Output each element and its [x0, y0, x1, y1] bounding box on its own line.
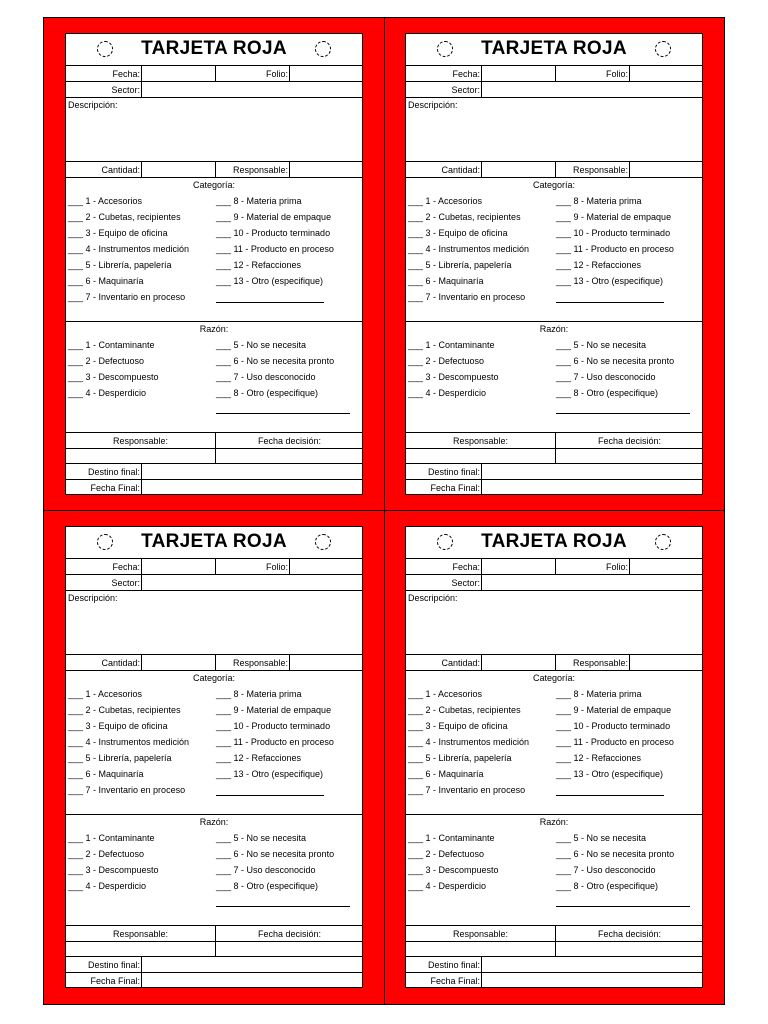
fecha-decision-field[interactable] [215, 449, 363, 463]
categoria-option[interactable]: ___ 1 - Accesorios [408, 196, 483, 206]
razon-option[interactable]: ___ 6 - No se necesita pronto [216, 356, 335, 366]
razon-title: Razón: [199, 817, 229, 827]
categoria-option[interactable]: ___ 5 - Librería, papelería [68, 753, 172, 763]
categoria-section [406, 671, 702, 815]
razon-option[interactable]: ___ 3 - Descompuesto [408, 865, 499, 875]
categoria-option[interactable]: ___ 3 - Equipo de oficina [408, 721, 508, 731]
categoria-option[interactable]: ___ 3 - Equipo de oficina [68, 721, 168, 731]
razon-option[interactable]: ___ 2 - Defectuoso [408, 849, 485, 859]
descripcion-box[interactable] [406, 98, 702, 162]
responsable-field[interactable] [289, 655, 363, 670]
categoria-option[interactable]: ___ 4 - Instrumentos medición [408, 244, 530, 254]
razon-option[interactable]: ___ 8 - Otro (especifique) [216, 388, 319, 398]
categoria-title: Categoría: [192, 673, 236, 683]
categoria-option[interactable]: ___ 6 - Maquinaría [68, 276, 144, 286]
responsable-decision-field[interactable] [406, 942, 555, 956]
destino-row [406, 957, 702, 973]
cantidad-responsable-row [66, 162, 362, 178]
folio-label: Folio: [215, 559, 289, 574]
razon-option[interactable]: ___ 4 - Desperdicio [408, 388, 487, 398]
descripcion-label: Descripción: [408, 593, 458, 603]
fecha-field[interactable] [481, 66, 555, 81]
fecha-folio-row [66, 66, 362, 82]
fecha-decision-label: Fecha decisión: [215, 433, 363, 448]
sector-field[interactable] [141, 575, 363, 590]
responsable-label: Responsable: [555, 162, 629, 177]
razon-option[interactable]: ___ 3 - Descompuesto [408, 372, 499, 382]
categoria-option[interactable]: ___ 3 - Equipo de oficina [408, 228, 508, 238]
tag-title: TARJETA ROJA [481, 531, 627, 552]
razon-option[interactable]: ___ 2 - Defectuoso [68, 356, 145, 366]
razon-title: Razón: [539, 324, 569, 334]
folio-field[interactable] [289, 559, 363, 574]
decision-values-row [66, 942, 362, 957]
fecha-folio-row [406, 559, 702, 575]
categoria-option[interactable]: ___ 2 - Cubetas, recipientes [68, 212, 181, 222]
tag-header [66, 527, 362, 559]
categoria-option[interactable]: ___ 12 - Refacciones [556, 260, 642, 270]
fecha-label: Fecha: [452, 561, 480, 572]
cantidad-responsable-row [66, 655, 362, 671]
fecha-decision-label: Fecha decisión: [215, 926, 363, 941]
cantidad-label: Cantidad: [441, 657, 480, 668]
categoria-option[interactable]: ___ 11 - Producto en proceso [556, 737, 674, 747]
razon-option[interactable]: ___ 8 - Otro (especifique) [556, 881, 659, 891]
razon-option[interactable]: ___ 6 - No se necesita pronto [556, 849, 675, 859]
fecha-final-label: Fecha Final: [90, 482, 140, 493]
fecha-field[interactable] [141, 66, 215, 81]
categoria-option[interactable]: ___ 5 - Librería, papelería [68, 260, 172, 270]
categoria-option[interactable]: ___ 1 - Accesorios [408, 689, 483, 699]
destino-field[interactable] [481, 464, 703, 479]
decision-header-row [66, 433, 362, 449]
razon-option[interactable]: ___ 4 - Desperdicio [68, 388, 147, 398]
folio-field[interactable] [289, 66, 363, 81]
categoria-option[interactable]: ___ 12 - Refacciones [556, 753, 642, 763]
categoria-option[interactable]: ___ 8 - Materia prima [556, 689, 642, 699]
responsable-label: Responsable: [555, 655, 629, 670]
responsable-field[interactable] [629, 655, 703, 670]
cantidad-responsable-row [406, 162, 702, 178]
tag-header [66, 34, 362, 66]
fecha-decision-label: Fecha decisión: [555, 433, 703, 448]
punch-hole-icon [655, 534, 671, 550]
categoria-section [406, 178, 702, 322]
categoria-option[interactable]: ___ 9 - Material de empaque [556, 705, 672, 715]
categoria-option[interactable]: ___ 11 - Producto en proceso [216, 244, 334, 254]
cantidad-label: Cantidad: [101, 164, 140, 175]
fecha-final-row [406, 973, 702, 988]
categoria-option[interactable]: ___ 13 - Otro (especifique) [556, 276, 664, 286]
fecha-decision-label: Fecha decisión: [555, 926, 703, 941]
razon-option[interactable]: ___ 5 - No se necesita [216, 833, 307, 843]
cantidad-field[interactable] [481, 655, 555, 670]
sector-row [406, 575, 702, 591]
categoria-title: Categoría: [532, 180, 576, 190]
fecha-folio-row [406, 66, 702, 82]
fecha-final-field[interactable] [141, 480, 363, 495]
responsable-label: Responsable: [215, 162, 289, 177]
otro-blank-line[interactable] [216, 302, 324, 303]
fecha-final-label: Fecha Final: [430, 975, 480, 986]
razon-option[interactable]: ___ 8 - Otro (especifique) [556, 388, 659, 398]
cantidad-label: Cantidad: [101, 657, 140, 668]
categoria-title: Categoría: [192, 180, 236, 190]
tag-title: TARJETA ROJA [141, 38, 287, 59]
folio-label: Folio: [555, 66, 629, 81]
categoria-option[interactable]: ___ 7 - Inventario en proceso [68, 785, 186, 795]
categoria-option[interactable]: ___ 10 - Producto terminado [216, 721, 331, 731]
descripcion-box[interactable] [66, 591, 362, 655]
razon-option[interactable]: ___ 1 - Contaminante [68, 833, 155, 843]
categoria-option[interactable]: ___ 10 - Producto terminado [556, 228, 671, 238]
cantidad-responsable-row [406, 655, 702, 671]
fecha-decision-field[interactable] [555, 449, 703, 463]
categoria-option[interactable]: ___ 6 - Maquinaría [68, 769, 144, 779]
categoria-option[interactable]: ___ 7 - Inventario en proceso [408, 785, 526, 795]
destino-field[interactable] [481, 957, 703, 972]
decision-header-row [406, 433, 702, 449]
razon-option[interactable]: ___ 1 - Contaminante [408, 833, 495, 843]
folio-label: Folio: [555, 559, 629, 574]
destino-label: Destino final: [427, 959, 480, 970]
decision-header-row [66, 926, 362, 942]
responsable-label: Responsable: [215, 655, 289, 670]
responsable-decision-field[interactable] [66, 942, 215, 956]
categoria-option[interactable]: ___ 10 - Producto terminado [556, 721, 671, 731]
responsable-field[interactable] [629, 162, 703, 177]
responsable-decision-field[interactable] [66, 449, 215, 463]
razon-section [66, 815, 362, 926]
categoria-option[interactable]: ___ 2 - Cubetas, recipientes [408, 705, 521, 715]
cantidad-field[interactable] [141, 655, 215, 670]
sector-label: Sector: [111, 84, 140, 95]
destino-label: Destino final: [87, 959, 140, 970]
razon-option[interactable]: ___ 2 - Defectuoso [68, 849, 145, 859]
razon-option[interactable]: ___ 1 - Contaminante [408, 340, 495, 350]
categoria-option[interactable]: ___ 13 - Otro (especifique) [216, 769, 324, 779]
fecha-decision-field[interactable] [555, 942, 703, 956]
otro-blank-line[interactable] [556, 413, 690, 414]
categoria-title: Categoría: [532, 673, 576, 683]
responsable-decision-label: Responsable: [452, 435, 509, 446]
razon-option[interactable]: ___ 7 - Uso desconocido [216, 372, 316, 382]
cantidad-label: Cantidad: [441, 164, 480, 175]
razon-option[interactable]: ___ 6 - No se necesita pronto [216, 849, 335, 859]
descripcion-label: Descripción: [408, 100, 458, 110]
categoria-option[interactable]: ___ 6 - Maquinaría [408, 769, 484, 779]
tag-title: TARJETA ROJA [481, 38, 627, 59]
categoria-option[interactable]: ___ 8 - Materia prima [216, 689, 302, 699]
razon-option[interactable]: ___ 6 - No se necesita pronto [556, 356, 675, 366]
sector-field[interactable] [141, 82, 363, 97]
razon-section [406, 322, 702, 433]
destino-field[interactable] [141, 464, 363, 479]
razon-option[interactable]: ___ 7 - Uso desconocido [556, 372, 656, 382]
tag-header [406, 34, 702, 66]
cantidad-field[interactable] [481, 162, 555, 177]
categoria-option[interactable]: ___ 2 - Cubetas, recipientes [68, 705, 181, 715]
categoria-option[interactable]: ___ 11 - Producto en proceso [556, 244, 674, 254]
categoria-option[interactable]: ___ 9 - Material de empaque [556, 212, 672, 222]
red-tag-card-3 [65, 526, 363, 988]
categoria-option[interactable]: ___ 4 - Instrumentos medición [68, 244, 190, 254]
categoria-option[interactable]: ___ 13 - Otro (especifique) [216, 276, 324, 286]
razon-option[interactable]: ___ 3 - Descompuesto [68, 865, 159, 875]
punch-hole-icon [315, 534, 331, 550]
sector-field[interactable] [481, 82, 703, 97]
categoria-section [66, 671, 362, 815]
categoria-option[interactable]: ___ 9 - Material de empaque [216, 705, 332, 715]
fecha-label: Fecha: [452, 68, 480, 79]
categoria-option[interactable]: ___ 11 - Producto en proceso [216, 737, 334, 747]
otro-blank-line[interactable] [216, 413, 350, 414]
otro-blank-line[interactable] [556, 906, 690, 907]
destino-field[interactable] [141, 957, 363, 972]
punch-hole-icon [655, 41, 671, 57]
fecha-final-label: Fecha Final: [90, 975, 140, 986]
categoria-option[interactable]: ___ 5 - Librería, papelería [408, 260, 512, 270]
razon-option[interactable]: ___ 7 - Uso desconocido [556, 865, 656, 875]
categoria-option[interactable]: ___ 12 - Refacciones [216, 753, 302, 763]
otro-blank-line[interactable] [216, 906, 350, 907]
categoria-option[interactable]: ___ 4 - Instrumentos medición [408, 737, 530, 747]
cantidad-field[interactable] [141, 162, 215, 177]
red-tag-card-2 [405, 33, 703, 495]
fecha-final-field[interactable] [141, 973, 363, 988]
red-tag-card-4 [405, 526, 703, 988]
fecha-decision-field[interactable] [215, 942, 363, 956]
fecha-final-row [406, 480, 702, 495]
descripcion-label: Descripción: [68, 593, 118, 603]
razon-title: Razón: [199, 324, 229, 334]
responsable-decision-field[interactable] [406, 449, 555, 463]
categoria-section [66, 178, 362, 322]
categoria-option[interactable]: ___ 1 - Accesorios [68, 196, 143, 206]
categoria-option[interactable]: ___ 2 - Cubetas, recipientes [408, 212, 521, 222]
descripcion-box[interactable] [66, 98, 362, 162]
fecha-final-row [66, 973, 362, 988]
descripcion-box[interactable] [406, 591, 702, 655]
red-tag-card-1 [65, 33, 363, 495]
sector-label: Sector: [451, 577, 480, 588]
folio-field[interactable] [629, 559, 703, 574]
sector-row [66, 82, 362, 98]
sector-label: Sector: [451, 84, 480, 95]
categoria-option[interactable]: ___ 4 - Instrumentos medición [68, 737, 190, 747]
categoria-option[interactable]: ___ 3 - Equipo de oficina [68, 228, 168, 238]
cut-line-horizontal [44, 510, 724, 511]
otro-blank-line[interactable] [216, 795, 324, 796]
categoria-option[interactable]: ___ 5 - Librería, papelería [408, 753, 512, 763]
sector-label: Sector: [111, 577, 140, 588]
responsable-decision-label: Responsable: [452, 928, 509, 939]
razon-option[interactable]: ___ 5 - No se necesita [556, 833, 647, 843]
fecha-field[interactable] [481, 559, 555, 574]
otro-blank-line[interactable] [556, 795, 664, 796]
categoria-option[interactable]: ___ 13 - Otro (especifique) [556, 769, 664, 779]
categoria-option[interactable]: ___ 9 - Material de empaque [216, 212, 332, 222]
destino-row [66, 957, 362, 973]
razon-option[interactable]: ___ 7 - Uso desconocido [216, 865, 316, 875]
fecha-label: Fecha: [112, 561, 140, 572]
categoria-option[interactable]: ___ 8 - Materia prima [216, 196, 302, 206]
razon-section [406, 815, 702, 926]
categoria-option[interactable]: ___ 7 - Inventario en proceso [68, 292, 186, 302]
folio-field[interactable] [629, 66, 703, 81]
razon-option[interactable]: ___ 8 - Otro (especifique) [216, 881, 319, 891]
punch-hole-icon [315, 41, 331, 57]
razon-option[interactable]: ___ 3 - Descompuesto [68, 372, 159, 382]
fecha-folio-row [66, 559, 362, 575]
razon-option[interactable]: ___ 2 - Defectuoso [408, 356, 485, 366]
sector-field[interactable] [481, 575, 703, 590]
sector-row [66, 575, 362, 591]
razon-option[interactable]: ___ 5 - No se necesita [556, 340, 647, 350]
tag-header [406, 527, 702, 559]
categoria-option[interactable]: ___ 8 - Materia prima [556, 196, 642, 206]
categoria-option[interactable]: ___ 6 - Maquinaría [408, 276, 484, 286]
fecha-final-label: Fecha Final: [430, 482, 480, 493]
tag-title: TARJETA ROJA [141, 531, 287, 552]
categoria-option[interactable]: ___ 10 - Producto terminado [216, 228, 331, 238]
decision-values-row [406, 942, 702, 957]
otro-blank-line[interactable] [556, 302, 664, 303]
razon-option[interactable]: ___ 5 - No se necesita [216, 340, 307, 350]
responsable-field[interactable] [289, 162, 363, 177]
descripcion-label: Descripción: [68, 100, 118, 110]
razon-title: Razón: [539, 817, 569, 827]
decision-values-row [406, 449, 702, 464]
fecha-label: Fecha: [112, 68, 140, 79]
categoria-option[interactable]: ___ 7 - Inventario en proceso [408, 292, 526, 302]
fecha-final-row [66, 480, 362, 495]
razon-option[interactable]: ___ 4 - Desperdicio [68, 881, 147, 891]
responsable-decision-label: Responsable: [112, 928, 169, 939]
categoria-option[interactable]: ___ 12 - Refacciones [216, 260, 302, 270]
destino-label: Destino final: [87, 466, 140, 477]
fecha-field[interactable] [141, 559, 215, 574]
destino-row [66, 464, 362, 480]
razon-section [66, 322, 362, 433]
responsable-decision-label: Responsable: [112, 435, 169, 446]
categoria-option[interactable]: ___ 1 - Accesorios [68, 689, 143, 699]
destino-row [406, 464, 702, 480]
decision-values-row [66, 449, 362, 464]
sector-row [406, 82, 702, 98]
folio-label: Folio: [215, 66, 289, 81]
destino-label: Destino final: [427, 466, 480, 477]
fecha-final-field[interactable] [481, 480, 703, 495]
fecha-final-field[interactable] [481, 973, 703, 988]
cut-line-vertical [384, 18, 385, 1004]
decision-header-row [406, 926, 702, 942]
razon-option[interactable]: ___ 4 - Desperdicio [408, 881, 487, 891]
razon-option[interactable]: ___ 1 - Contaminante [68, 340, 155, 350]
